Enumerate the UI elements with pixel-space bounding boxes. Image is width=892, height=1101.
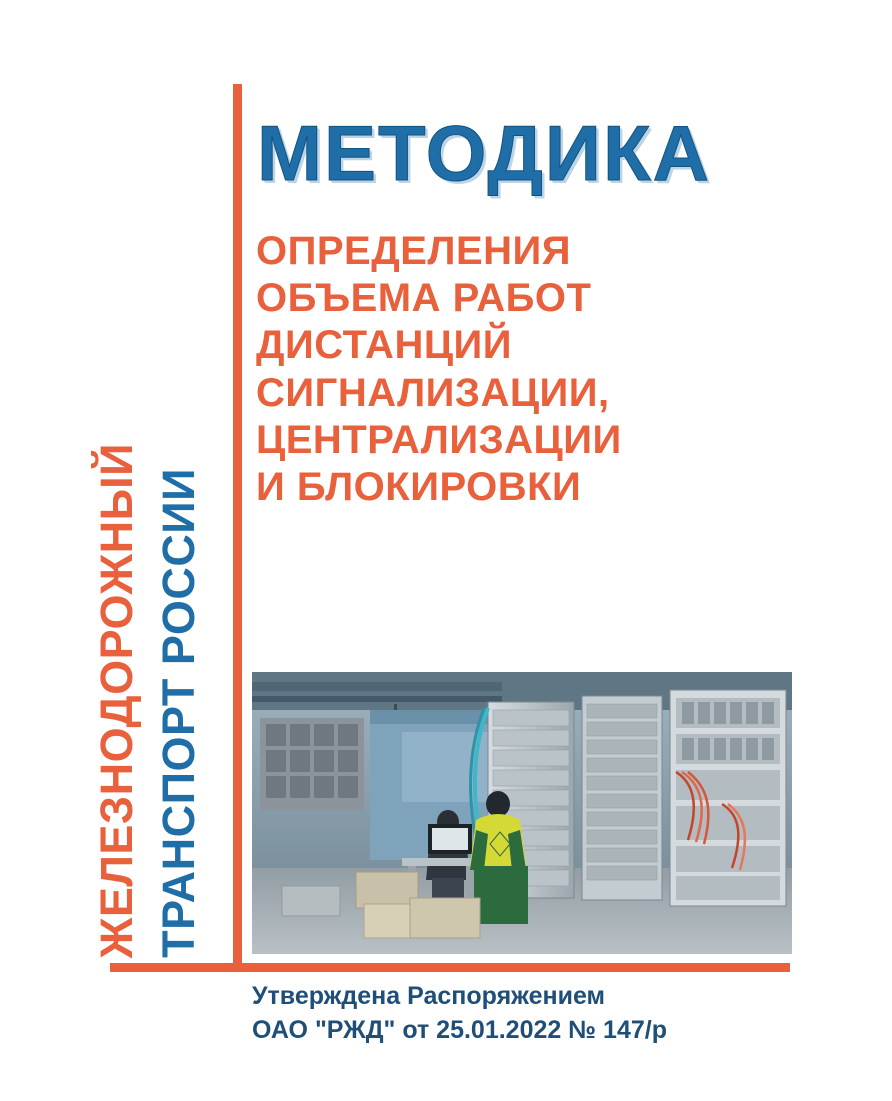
subtitle-line: СИГНАЛИЗАЦИИ,	[256, 370, 610, 415]
approval-line: Утверждена Распоряжением	[252, 982, 606, 1010]
subtitle-line: ДИСТАНЦИЙ	[256, 323, 513, 368]
title-block	[252, 84, 792, 511]
subtitle-line: ЦЕНТРАЛИЗАЦИИ	[256, 417, 622, 462]
approval-line: ОАО "РЖД" от 25.01.2022 № 147/р	[252, 1015, 667, 1044]
subtitle-line: ОБЪЕМА РАБОТ	[256, 276, 592, 321]
vertical-divider	[233, 84, 242, 968]
subtitle-line: ОПРЕДЕЛЕНИЯ	[256, 229, 572, 273]
horizontal-divider	[110, 963, 790, 972]
page-title: МЕТОДИКА	[257, 109, 711, 197]
page-subtitle	[256, 228, 792, 511]
subtitle-line: И БЛОКИРОВКИ	[256, 464, 582, 509]
cover-photo-illustration	[252, 672, 792, 954]
vertical-title-line-1: ЖЕЛЕЗНОДОРОЖНЫЙ	[91, 442, 142, 958]
vertical-title-line-2: ТРАНСПОРТ РОССИИ	[153, 468, 204, 958]
approval-note	[252, 980, 812, 1048]
cover-photo	[252, 672, 792, 954]
vertical-series-title	[88, 78, 223, 958]
